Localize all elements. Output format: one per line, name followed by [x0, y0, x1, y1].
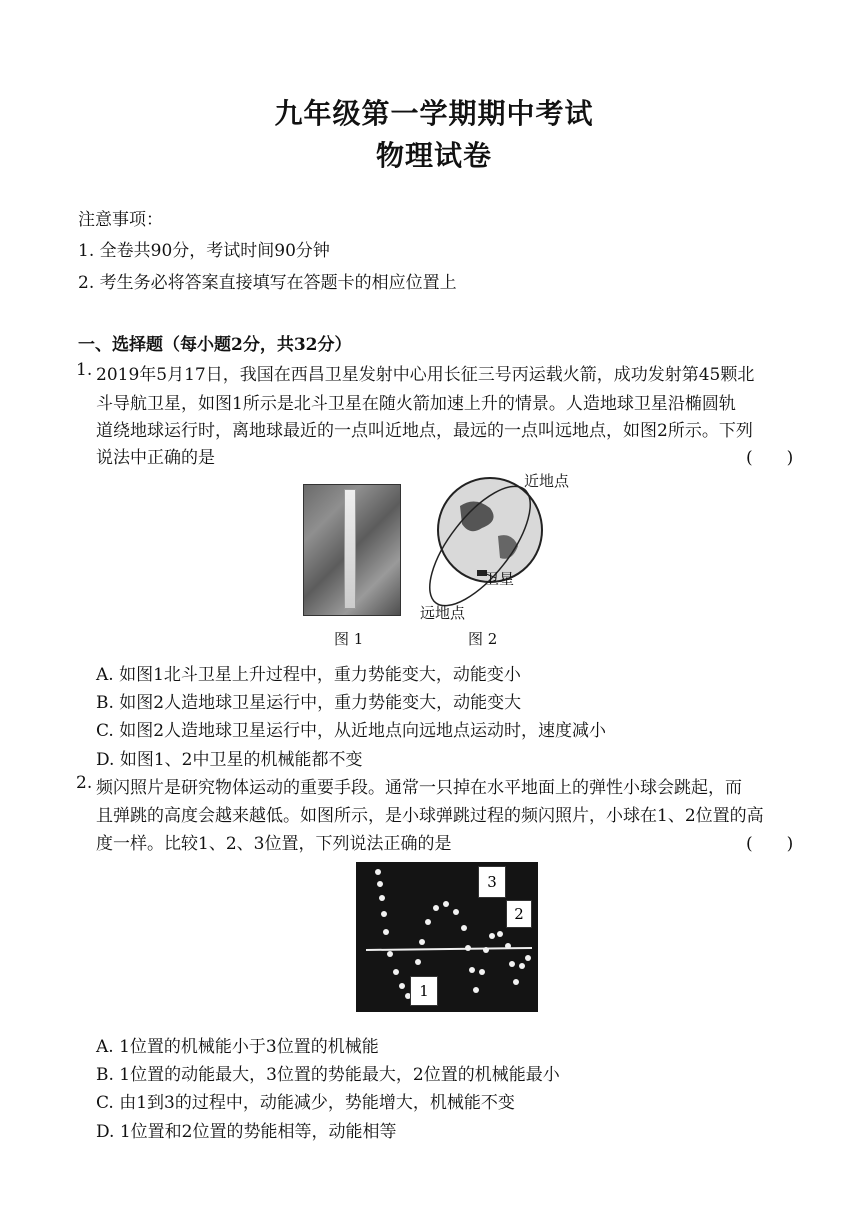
q1-line-1: 2019年5月17日，我国在西昌卫星发射中心用长征三号丙运载火箭，成功发射第45颗北 — [96, 365, 755, 385]
bounce-trail — [356, 862, 538, 1012]
fig2-label-satellite: 卫星 — [484, 570, 515, 588]
notes-item-1: 1. 全卷共90分，考试时间90分钟 — [78, 241, 330, 261]
q2-line-3: 度一样。比较1、2、3位置，下列说法正确的是 — [96, 834, 452, 854]
q1-option-a: A. 如图1北斗卫星上升过程中，重力势能变大，动能变小 — [96, 665, 521, 685]
position-label-3: 3 — [478, 866, 506, 898]
fig1-rocket-photo — [303, 484, 401, 616]
fig2-caption: 图 2 — [468, 630, 498, 648]
q1-line-4: 说法中正确的是 — [96, 448, 215, 468]
position-label-1: 1 — [410, 976, 438, 1006]
q1-line-2: 斗导航卫星，如图1所示是北斗卫星在随火箭加速上升的情景。人造地球卫星沿椭圆轨 — [96, 394, 736, 414]
q2-number: 2. — [76, 773, 93, 793]
q2-option-a: A. 1位置的机械能小于3位置的机械能 — [96, 1037, 379, 1057]
section-heading: 一、选择题（每小题2分，共32分） — [78, 335, 352, 355]
q2-line-2: 且弹跳的高度会越来越低。如图所示，是小球弹跳过程的频闪照片，小球在1、2位置的高 — [96, 806, 764, 826]
q1-option-b: B. 如图2人造地球卫星运行中，重力势能变大，动能变大 — [96, 693, 522, 713]
fig1-caption: 图 1 — [334, 630, 364, 648]
q2-answer-paren: ( ) — [746, 834, 794, 854]
q2-option-d: D. 1位置和2位置的势能相等，动能相等 — [96, 1122, 397, 1142]
notes-item-2: 2. 考生务必将答案直接填写在答题卡的相应位置上 — [78, 273, 457, 293]
strobe-ball-photo — [356, 862, 538, 1012]
q2-option-c: C. 由1到3的过程中，动能减少，势能增大，机械能不变 — [96, 1093, 515, 1113]
position-label-2: 2 — [506, 900, 532, 928]
q1-answer-paren: ( ) — [746, 448, 794, 468]
q1-line-3: 道绕地球运行时，离地球最近的一点叫近地点，最远的一点叫远地点，如图2所示。下列 — [96, 421, 753, 441]
fig2-label-apogee: 远地点 — [420, 604, 466, 622]
exam-title: 九年级第一学期期中考试 — [274, 97, 594, 130]
rocket-icon — [344, 489, 356, 609]
notes-heading: 注意事项： — [78, 210, 163, 230]
fig2-label-perigee: 近地点 — [524, 472, 570, 490]
q2-option-b: B. 1位置的动能最大，3位置的势能最大，2位置的机械能最小 — [96, 1065, 560, 1085]
q2-line-1: 频闪照片是研究物体运动的重要手段。通常一只掉在水平地面上的弹性小球会跳起，而 — [96, 778, 742, 798]
q1-number: 1. — [76, 360, 93, 380]
q1-option-d: D. 如图1、2中卫星的机械能都不变 — [96, 750, 363, 770]
q1-option-c: C. 如图2人造地球卫星运行中，从近地点向远地点运动时，速度减小 — [96, 721, 607, 741]
exam-subtitle: 物理试卷 — [375, 139, 492, 172]
